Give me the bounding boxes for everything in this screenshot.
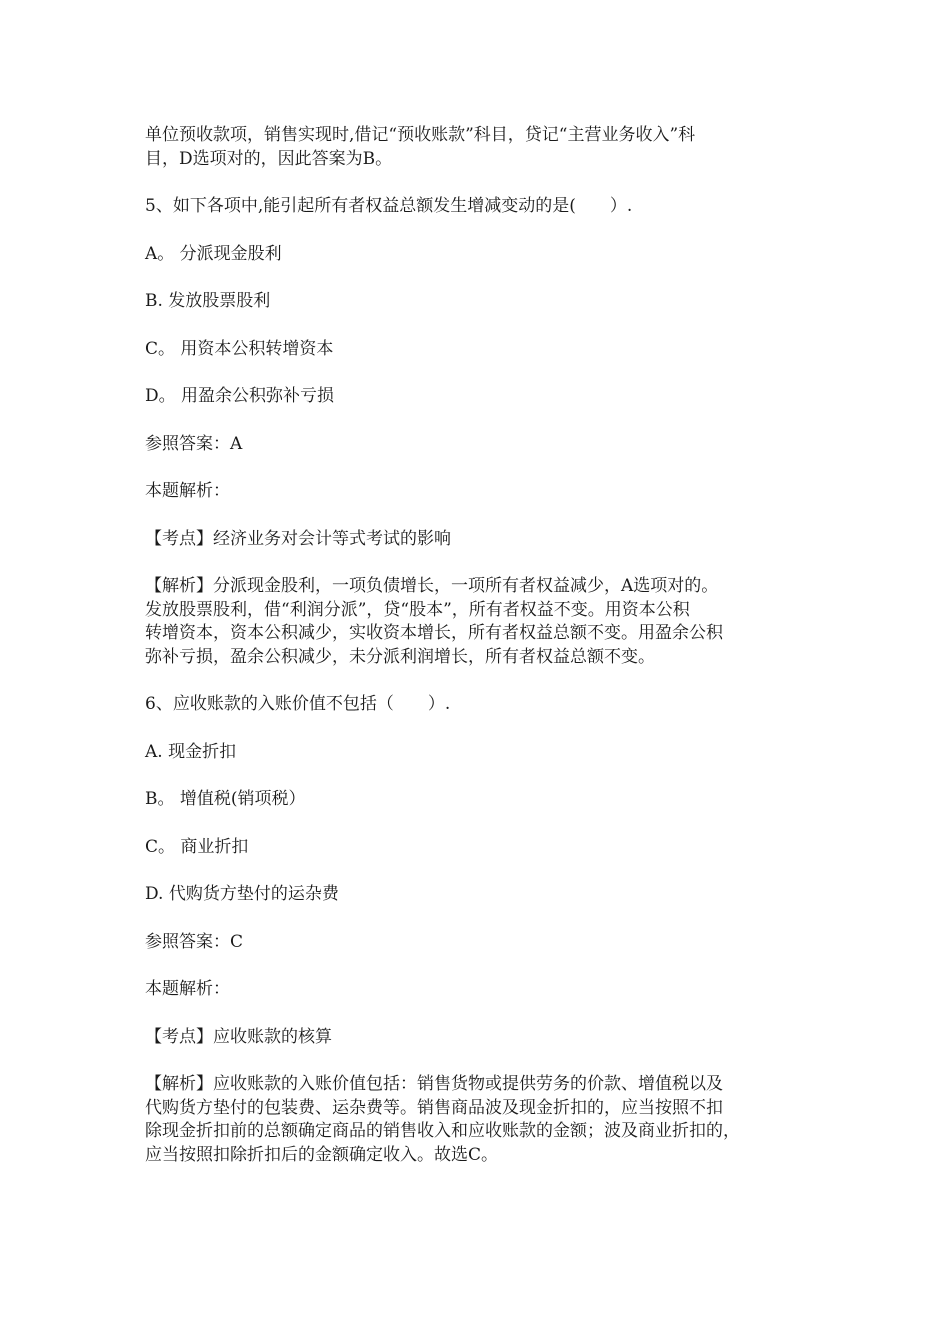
q5-explanation-line: 弥补亏损，盈余公积减少，未分派利润增长，所有者权益总额不变。 (145, 646, 655, 667)
q6-option-a: A. 现金折扣 (145, 741, 237, 762)
q5-answer: 参照答案：A (145, 433, 243, 454)
q5-explanation (145, 575, 810, 669)
q5-option-d: D。 用盈余公积弥补亏损 (145, 386, 335, 406)
q6-explanation-line: 代购货方垫付的包装费、运杂费等。销售商品波及现金折扣的，应当按照不扣 (145, 1097, 723, 1118)
q6-option-c: C。 商业折扣 (145, 836, 249, 857)
q5-explanation-line: 【解析】分派现金股利，一项负债增长，一项所有者权益减少，A选项对的。 (145, 576, 719, 596)
q5-explanation-line: 发放股票股利，借“利润分派”，贷“股本”，所有者权益不变。用资本公积 (145, 599, 690, 620)
q6-explanation-line: 应当按照扣除折扣后的金额确定收入。故选C。 (145, 1144, 499, 1165)
q6-option-b: B。 增值税(销项税） (145, 789, 306, 809)
q6-point: 【考点】应收账款的核算 (145, 1026, 332, 1047)
q6-analysis-label: 本题解析： (145, 979, 230, 999)
q6-option-d: D. 代购货方垫付的运杂费 (145, 884, 339, 904)
q6-explanation-line: 除现金折扣前的总额确定商品的销售收入和应收账款的金额；波及商业折扣的， (145, 1121, 740, 1141)
intro-line: 单位预收款项，销售实现时,借记“预收账款”科目，贷记“主营业务收入”科 (145, 125, 696, 145)
q5-option-a: A。 分派现金股利 (145, 243, 282, 264)
q6-answer: 参照答案：C (145, 931, 244, 952)
q5-explanation-line: 转增资本，资本公积减少，实收资本增长，所有者权益总额不变。用盈余公积 (145, 623, 723, 643)
question-6: 6、应收账款的入账价值不包括（ ）. (145, 694, 451, 714)
q6-explanation-line: 【解析】应收账款的入账价值包括：销售货物或提供劳务的价款、增值税以及 (145, 1074, 723, 1094)
q5-point: 【考点】经济业务对会计等式考试的影响 (145, 528, 451, 549)
intro-paragraph (145, 124, 810, 171)
q5-option-b: B. 发放股票股利 (145, 291, 271, 311)
document-page (145, 124, 810, 1167)
intro-line: 目，D选项对的，因此答案为B。 (145, 148, 393, 169)
question-5: 5、如下各项中,能引起所有者权益总额发生增减变动的是( ）. (145, 196, 633, 216)
q5-analysis-label: 本题解析： (145, 481, 230, 501)
q6-explanation (145, 1073, 810, 1167)
q5-option-c: C。 用资本公积转增资本 (145, 338, 334, 359)
